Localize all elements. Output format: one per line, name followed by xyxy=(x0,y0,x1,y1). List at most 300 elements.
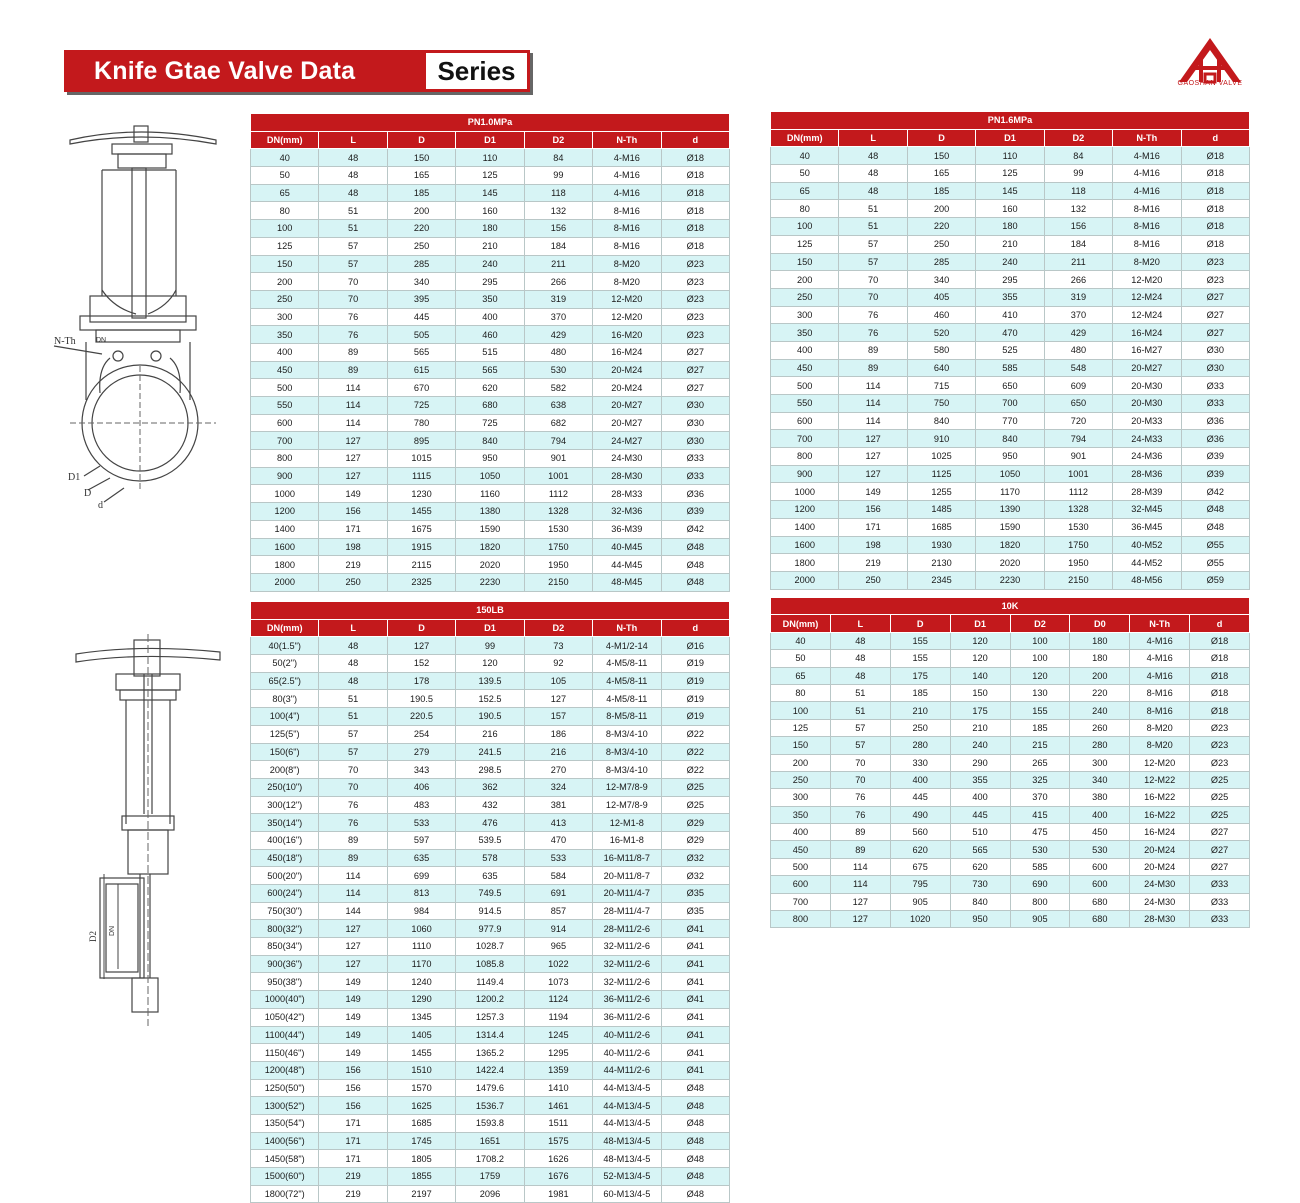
table-cell: Ø33 xyxy=(1190,876,1250,893)
table-cell: 185 xyxy=(907,182,975,200)
table-cell: 156 xyxy=(839,501,907,519)
table-cell: 48 xyxy=(319,184,387,202)
table-cell: 150 xyxy=(771,253,839,271)
table-cell: 89 xyxy=(830,841,890,858)
table-cell: 1170 xyxy=(387,955,455,973)
table-cell: 8-M3/4-10 xyxy=(593,725,661,743)
table-header-row xyxy=(771,615,1250,632)
column-header: d xyxy=(661,131,729,149)
table-cell: 400 xyxy=(771,341,839,359)
table-cell: 691 xyxy=(524,885,592,903)
table-cell: Ø55 xyxy=(1181,554,1249,572)
column-header: D2 xyxy=(524,131,592,149)
table-cell: 76 xyxy=(319,308,387,326)
table-cell: 40-M45 xyxy=(593,538,661,556)
table-title-row xyxy=(771,598,1250,615)
table-cell: 770 xyxy=(976,412,1044,430)
table-cell: 1750 xyxy=(1044,536,1112,554)
table-cell: Ø32 xyxy=(661,849,729,867)
table-row xyxy=(771,288,1250,306)
table-cell: 1676 xyxy=(524,1168,592,1186)
table-cell: 295 xyxy=(456,273,524,291)
table-cell: Ø33 xyxy=(1190,911,1250,928)
table-row xyxy=(251,326,730,344)
table-cell: 1230 xyxy=(387,485,455,503)
table-cell: 1194 xyxy=(524,1008,592,1026)
table-cell: 400 xyxy=(456,308,524,326)
table-cell: 70 xyxy=(839,271,907,289)
table-cell: 285 xyxy=(907,253,975,271)
table-row xyxy=(771,218,1250,236)
table-cell: 220.5 xyxy=(387,708,455,726)
table-cell: 157 xyxy=(524,708,592,726)
table-cell: 80 xyxy=(251,202,319,220)
table-row xyxy=(771,632,1250,649)
table-cell: 795 xyxy=(890,876,950,893)
table-cell: 1025 xyxy=(907,448,975,466)
table-cell: 120 xyxy=(1010,667,1070,684)
table-row xyxy=(771,200,1250,218)
table-cell: 1685 xyxy=(387,1114,455,1132)
table-cell: 725 xyxy=(456,414,524,432)
table-cell: 99 xyxy=(524,167,592,185)
table-cell: 680 xyxy=(456,397,524,415)
table-cell: Ø33 xyxy=(1181,395,1249,413)
table-cell: 1820 xyxy=(976,536,1044,554)
table-row xyxy=(771,536,1250,554)
table-cell: Ø23 xyxy=(661,326,729,344)
table-row xyxy=(251,467,730,485)
table-header-row xyxy=(251,131,730,149)
table-cell: Ø27 xyxy=(661,343,729,361)
table-cell: 450(18") xyxy=(251,849,319,867)
table-cell: 324 xyxy=(524,778,592,796)
table-cell: 48 xyxy=(319,167,387,185)
table-cell: 40-M52 xyxy=(1113,536,1181,554)
table-cell: 270 xyxy=(524,761,592,779)
table-cell: 240 xyxy=(456,255,524,273)
table-cell: 615 xyxy=(387,361,455,379)
table-cell: 89 xyxy=(830,824,890,841)
table-row xyxy=(251,149,730,167)
table-cell: 1600 xyxy=(251,538,319,556)
drawing-label-d2: D2 xyxy=(88,931,98,942)
table-row xyxy=(771,806,1250,823)
table-cell: 215 xyxy=(1010,737,1070,754)
table-cell: 48 xyxy=(830,632,890,649)
table-cell: 1100(44") xyxy=(251,1026,319,1044)
table-cell: 12-M20 xyxy=(593,290,661,308)
table-cell: 8-M16 xyxy=(593,220,661,238)
table-cell: 118 xyxy=(1044,182,1112,200)
table-cell: 370 xyxy=(1010,789,1070,806)
table-cell: 100(4") xyxy=(251,708,319,726)
table-cell: 800(32") xyxy=(251,920,319,938)
table-row xyxy=(771,893,1250,910)
table-cell: 125 xyxy=(251,237,319,255)
table-cell: 1950 xyxy=(524,556,592,574)
table-cell: 12-M24 xyxy=(1113,306,1181,324)
table-cell: 432 xyxy=(456,796,524,814)
table-cell: 20-M24 xyxy=(1130,858,1190,875)
table-cell: 32-M11/2-6 xyxy=(593,955,661,973)
table-cell: 8-M16 xyxy=(593,237,661,255)
table-cell: 114 xyxy=(839,412,907,430)
table-cell: 1400(56") xyxy=(251,1132,319,1150)
table-cell: 89 xyxy=(319,831,387,849)
table-cell: Ø41 xyxy=(661,1026,729,1044)
table-cell: 250 xyxy=(907,235,975,253)
table-cell: 99 xyxy=(456,637,524,655)
table-cell: Ø18 xyxy=(1181,147,1249,165)
table-row xyxy=(251,255,730,273)
table-cell: 350 xyxy=(771,324,839,342)
table-cell: 240 xyxy=(976,253,1044,271)
table-cell: 410 xyxy=(976,306,1044,324)
table-cell: 1479.6 xyxy=(456,1079,524,1097)
table-cell: Ø41 xyxy=(661,1044,729,1062)
table-row xyxy=(251,485,730,503)
table-cell: 1000 xyxy=(251,485,319,503)
table-cell: 70 xyxy=(319,778,387,796)
table-cell: 44-M52 xyxy=(1113,554,1181,572)
table-cell: 16-M1-8 xyxy=(593,831,661,849)
table-row xyxy=(251,1132,730,1150)
table-row xyxy=(251,520,730,538)
table-row xyxy=(251,708,730,726)
table-row xyxy=(251,1150,730,1168)
table-cell: 50 xyxy=(771,165,839,183)
table-cell: 12-M22 xyxy=(1130,771,1190,788)
table-cell: Ø39 xyxy=(661,503,729,521)
table-cell: 20-M24 xyxy=(1130,841,1190,858)
table-cell: 445 xyxy=(950,806,1010,823)
table-row xyxy=(771,359,1250,377)
table-row xyxy=(251,361,730,379)
table-cell: Ø23 xyxy=(1190,737,1250,754)
table-row xyxy=(771,182,1250,200)
table-cell: 720 xyxy=(1044,412,1112,430)
table-cell: 350 xyxy=(771,806,831,823)
table-cell: 460 xyxy=(907,306,975,324)
table-cell: 28-M30 xyxy=(1130,911,1190,928)
table-cell: 150 xyxy=(251,255,319,273)
pn10-table xyxy=(250,113,730,592)
table-row xyxy=(251,1079,730,1097)
table-cell: 150 xyxy=(950,684,1010,701)
table-cell: 57 xyxy=(319,743,387,761)
table-cell: 2020 xyxy=(976,554,1044,572)
table-cell: 44-M13/4-5 xyxy=(593,1114,661,1132)
table-row xyxy=(251,538,730,556)
table-cell: 8-M20 xyxy=(1113,253,1181,271)
table-cell: 1745 xyxy=(387,1132,455,1150)
table-cell: 1708.2 xyxy=(456,1150,524,1168)
table-cell: 682 xyxy=(524,414,592,432)
table-cell: Ø19 xyxy=(661,690,729,708)
table-title-row xyxy=(251,114,730,132)
table-cell: 640 xyxy=(907,359,975,377)
table-cell: 50 xyxy=(251,167,319,185)
table-cell: 1750 xyxy=(524,538,592,556)
table-row xyxy=(251,167,730,185)
table-cell: 200 xyxy=(771,271,839,289)
table-cell: 445 xyxy=(387,308,455,326)
table-cell: 76 xyxy=(839,324,907,342)
table-cell: 150 xyxy=(907,147,975,165)
table-cell: 40 xyxy=(771,147,839,165)
table-cell: 80 xyxy=(771,200,839,218)
table-cell: 16-M22 xyxy=(1130,806,1190,823)
table-cell: 1626 xyxy=(524,1150,592,1168)
table-cell: 156 xyxy=(319,1097,387,1115)
table-cell: 1000 xyxy=(771,483,839,501)
table-cell: 145 xyxy=(456,184,524,202)
table-cell: 1455 xyxy=(387,503,455,521)
table-cell: 1981 xyxy=(524,1185,592,1203)
table-cell: 266 xyxy=(1044,271,1112,289)
table-cell: Ø41 xyxy=(661,938,729,956)
table-cell: 48 xyxy=(319,149,387,167)
table-cell: 65 xyxy=(771,667,831,684)
table-cell: Ø23 xyxy=(661,255,729,273)
table-cell: 12-M7/8-9 xyxy=(593,778,661,796)
table-cell: 84 xyxy=(524,149,592,167)
table-cell: 984 xyxy=(387,902,455,920)
table-cell: 1570 xyxy=(387,1079,455,1097)
table-cell: 114 xyxy=(830,876,890,893)
table-cell: 171 xyxy=(319,1132,387,1150)
table-cell: Ø18 xyxy=(1190,650,1250,667)
table-cell: 156 xyxy=(319,1061,387,1079)
table-cell: 490 xyxy=(890,806,950,823)
table-row xyxy=(251,955,730,973)
table-cell: 1855 xyxy=(387,1168,455,1186)
table-cell: 4-M5/8-11 xyxy=(593,672,661,690)
column-header: L xyxy=(319,619,387,637)
table-cell: 16-M24 xyxy=(1113,324,1181,342)
table-row xyxy=(771,518,1250,536)
table-cell: 44-M11/2-6 xyxy=(593,1061,661,1079)
table-cell: 2230 xyxy=(456,573,524,591)
table-cell: 505 xyxy=(387,326,455,344)
table-cell: 8-M16 xyxy=(1130,684,1190,701)
table-cell: Ø27 xyxy=(1190,824,1250,841)
table-cell: 4-M16 xyxy=(1113,182,1181,200)
table-cell: 794 xyxy=(1044,430,1112,448)
table-cell: 1400 xyxy=(251,520,319,538)
table-cell: 76 xyxy=(839,306,907,324)
table-cell: 8-M5/8-11 xyxy=(593,708,661,726)
table-row xyxy=(771,771,1250,788)
table-cell: 57 xyxy=(319,237,387,255)
table-cell: 520 xyxy=(907,324,975,342)
table-cell: 127 xyxy=(319,938,387,956)
table-cell: 279 xyxy=(387,743,455,761)
table-cell: Ø19 xyxy=(661,672,729,690)
table-cell: Ø22 xyxy=(661,725,729,743)
table-cell: 250 xyxy=(771,288,839,306)
table-cell: Ø18 xyxy=(661,202,729,220)
table-cell: 180 xyxy=(976,218,1044,236)
table-cell: 51 xyxy=(830,684,890,701)
table-cell: 100 xyxy=(1010,650,1070,667)
table-row xyxy=(251,450,730,468)
table-cell: 780 xyxy=(387,414,455,432)
table-cell: 20-M33 xyxy=(1113,412,1181,430)
table-cell: 16-M20 xyxy=(593,326,661,344)
table-cell: 900(36") xyxy=(251,955,319,973)
table-cell: 600 xyxy=(771,876,831,893)
table-cell: Ø23 xyxy=(1181,271,1249,289)
column-header: D2 xyxy=(524,619,592,637)
table-row xyxy=(771,235,1250,253)
table-cell: 4-M16 xyxy=(1113,165,1181,183)
table-cell: 2150 xyxy=(1044,571,1112,589)
table-cell: 1450(58") xyxy=(251,1150,319,1168)
table-cell: 36-M39 xyxy=(593,520,661,538)
table-cell: Ø35 xyxy=(661,885,729,903)
table-cell: 12-M24 xyxy=(1113,288,1181,306)
table-cell: Ø16 xyxy=(661,637,729,655)
table-cell: 4-M1/2-14 xyxy=(593,637,661,655)
table-row xyxy=(771,702,1250,719)
table-cell: 185 xyxy=(890,684,950,701)
table-cell: 1115 xyxy=(387,467,455,485)
table-cell: 1600 xyxy=(771,536,839,554)
table-cell: 210 xyxy=(456,237,524,255)
table-cell: 120 xyxy=(950,650,1010,667)
table-cell: 483 xyxy=(387,796,455,814)
table-cell: 155 xyxy=(890,650,950,667)
table-cell: 405 xyxy=(907,288,975,306)
table-cell: 254 xyxy=(387,725,455,743)
table-cell: Ø42 xyxy=(661,520,729,538)
table-row xyxy=(771,377,1250,395)
table-cell: 32-M45 xyxy=(1113,501,1181,519)
table-row xyxy=(771,737,1250,754)
drawing-label-small-d: d xyxy=(98,500,103,511)
table-row xyxy=(771,824,1250,841)
table-cell: 20-M27 xyxy=(593,414,661,432)
table-cell: 8-M3/4-10 xyxy=(593,761,661,779)
table-cell: Ø48 xyxy=(661,538,729,556)
table-cell: 580 xyxy=(907,341,975,359)
table-cell: 1050(42") xyxy=(251,1008,319,1026)
table-cell: 950(38") xyxy=(251,973,319,991)
table-cell: 1050 xyxy=(976,465,1044,483)
table-cell: 114 xyxy=(319,867,387,885)
table-cell: 210 xyxy=(890,702,950,719)
table-cell: Ø18 xyxy=(1181,182,1249,200)
table-cell: Ø18 xyxy=(661,237,729,255)
table-cell: 355 xyxy=(950,771,1010,788)
table-cell: 300 xyxy=(251,308,319,326)
table-cell: 140 xyxy=(950,667,1010,684)
table-cell: 70 xyxy=(839,288,907,306)
table-cell: Ø33 xyxy=(1181,377,1249,395)
table-cell: 635 xyxy=(387,849,455,867)
table-cell: 48 xyxy=(319,672,387,690)
table-cell: Ø23 xyxy=(1190,754,1250,771)
table-cell: 28-M30 xyxy=(593,467,661,485)
table-cell: 219 xyxy=(839,554,907,572)
table-cell: 1073 xyxy=(524,973,592,991)
table-cell: 680 xyxy=(1070,893,1130,910)
table-cell: 950 xyxy=(976,448,1044,466)
table-cell: 156 xyxy=(319,1079,387,1097)
table-cell: 600 xyxy=(251,414,319,432)
table-cell: 330 xyxy=(890,754,950,771)
table-cell: 4-M16 xyxy=(593,184,661,202)
table-cell: 565 xyxy=(950,841,1010,858)
table-row xyxy=(251,672,730,690)
table-cell: 500 xyxy=(771,377,839,395)
table-cell: 470 xyxy=(524,831,592,849)
table-cell: 80(3") xyxy=(251,690,319,708)
table-cell: 48 xyxy=(830,667,890,684)
table-cell: 76 xyxy=(319,814,387,832)
table-cell: 20-M24 xyxy=(593,379,661,397)
table-cell: 715 xyxy=(907,377,975,395)
table-cell: 840 xyxy=(976,430,1044,448)
table-cell: 127 xyxy=(839,430,907,448)
table-cell: 840 xyxy=(907,412,975,430)
table-cell: 1200(48") xyxy=(251,1061,319,1079)
table-row xyxy=(251,938,730,956)
table-cell: 127 xyxy=(839,448,907,466)
table-cell: 1590 xyxy=(456,520,524,538)
table-cell: 500 xyxy=(251,379,319,397)
table-cell: 1149.4 xyxy=(456,973,524,991)
table-cell: 48-M56 xyxy=(1113,571,1181,589)
table-cell: 175 xyxy=(890,667,950,684)
table-cell: 16-M24 xyxy=(593,343,661,361)
table-cell: 250 xyxy=(387,237,455,255)
table-cell: Ø59 xyxy=(1181,571,1249,589)
column-header: L xyxy=(839,129,907,147)
table-cell: 171 xyxy=(839,518,907,536)
table-cell: 750(30") xyxy=(251,902,319,920)
table-cell: 100 xyxy=(771,702,831,719)
table-cell: Ø30 xyxy=(661,432,729,450)
table-cell: 533 xyxy=(387,814,455,832)
table-cell: 290 xyxy=(950,754,1010,771)
table-cell: 1390 xyxy=(976,501,1044,519)
table-cell: 89 xyxy=(319,849,387,867)
table-cell: 857 xyxy=(524,902,592,920)
table-cell: 413 xyxy=(524,814,592,832)
table-cell: 400 xyxy=(950,789,1010,806)
table-row xyxy=(251,573,730,591)
table-cell: Ø18 xyxy=(1181,218,1249,236)
table-cell: 578 xyxy=(456,849,524,867)
table-row xyxy=(771,483,1250,501)
column-header: N-Th xyxy=(593,619,661,637)
table-row xyxy=(251,743,730,761)
table-row xyxy=(251,379,730,397)
table-cell: 219 xyxy=(319,556,387,574)
table-cell: 1500(60") xyxy=(251,1168,319,1186)
table-cell: 250 xyxy=(839,571,907,589)
table-cell: 250 xyxy=(771,771,831,788)
table-cell: 530 xyxy=(1070,841,1130,858)
table-row xyxy=(251,503,730,521)
table-cell: 1593.8 xyxy=(456,1114,524,1132)
table-row xyxy=(251,1044,730,1062)
table-cell: 340 xyxy=(387,273,455,291)
table-cell: 675 xyxy=(890,858,950,875)
